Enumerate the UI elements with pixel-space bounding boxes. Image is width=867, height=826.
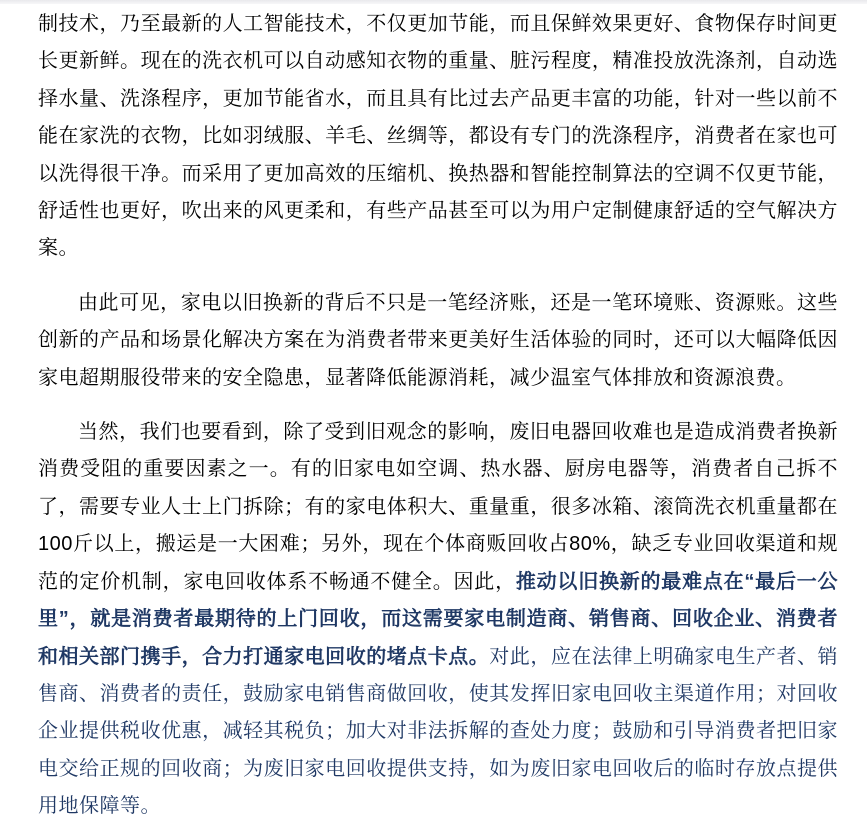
document-body [38,6,838,826]
text-run: 推动以旧换新的最难点在“最后一公里”，就是消费者最期待的上门回收，而这需要家电制造商、销售商、回收企业、消费者和相关部门携手，合力打通家电回收的堵点卡点。 [38,570,839,668]
text-run: 由此可见，家电以旧换新的背后不只是一笔经济账，还是一笔环境账、资源账。这些创新的产品和场景化解决方案在为消费者带来更美好生活体验的同时，还可以大幅降低因家电超期服役带来的安全隐患，显著降低能源消耗，减少温室气体排放和资源浪费。 [38,291,838,389]
paragraph [38,414,838,825]
text-run: 对此，应在法律上明确家电生产者、销售商、消费者的责任，鼓励家电销售商做回收，使其发挥旧家电回收主渠道作用；对回收企业提供税收优惠，减轻其税负；加大对非法拆解的查处力度；鼓励和引导消费者把旧家电交给正规的回收商；为废旧家电回收提供支持，如为废旧家电回收后的临时存放点提供用地保障等。 [38,645,839,818]
text-run: 当然，我们也要看到，除了受到旧观念的影响，废旧电器回收难也是造成消费者换新消费受阻的重要因素之一。有的旧家电如空调、热水器、厨房电器等，消费者自己拆不了，需要专业人士上门拆除；有的家电体积大、重量重，很多冰箱、滚筒洗衣机重量都在100斤以上，搬运是一大困难；另外，现在个体商贩回收占80%，缺乏专业回收渠道和规范的定价机制，家电回收体系不畅通不健全。因此， [38,421,838,593]
paragraph [38,285,838,397]
document-page [0,4,867,826]
text-run: 制技术，乃至最新的人工智能技术，不仅更加节能，而且保鲜效果更好、食物保存时间更长更新鲜。现在的洗衣机可以自动感知衣物的重量、脏污程度，精准投放洗涤剂，自动选择水量、洗涤程序，更加节能省水，而且具有比过去产品更丰富的功能，针对一些以前不能在家洗的衣物，比如羽绒服、羊毛、丝绸等，都设有专门的洗涤程序，消费者在家也可以洗得很干净。而采用了更加高效的压缩机、换热器和智能控制算法的空调不仅更节能，舒适性也更好，吹出来的风更柔和，有些产品甚至可以为用户定制健康舒适的空气解决方案。 [38,13,838,260]
paragraph [38,6,838,268]
